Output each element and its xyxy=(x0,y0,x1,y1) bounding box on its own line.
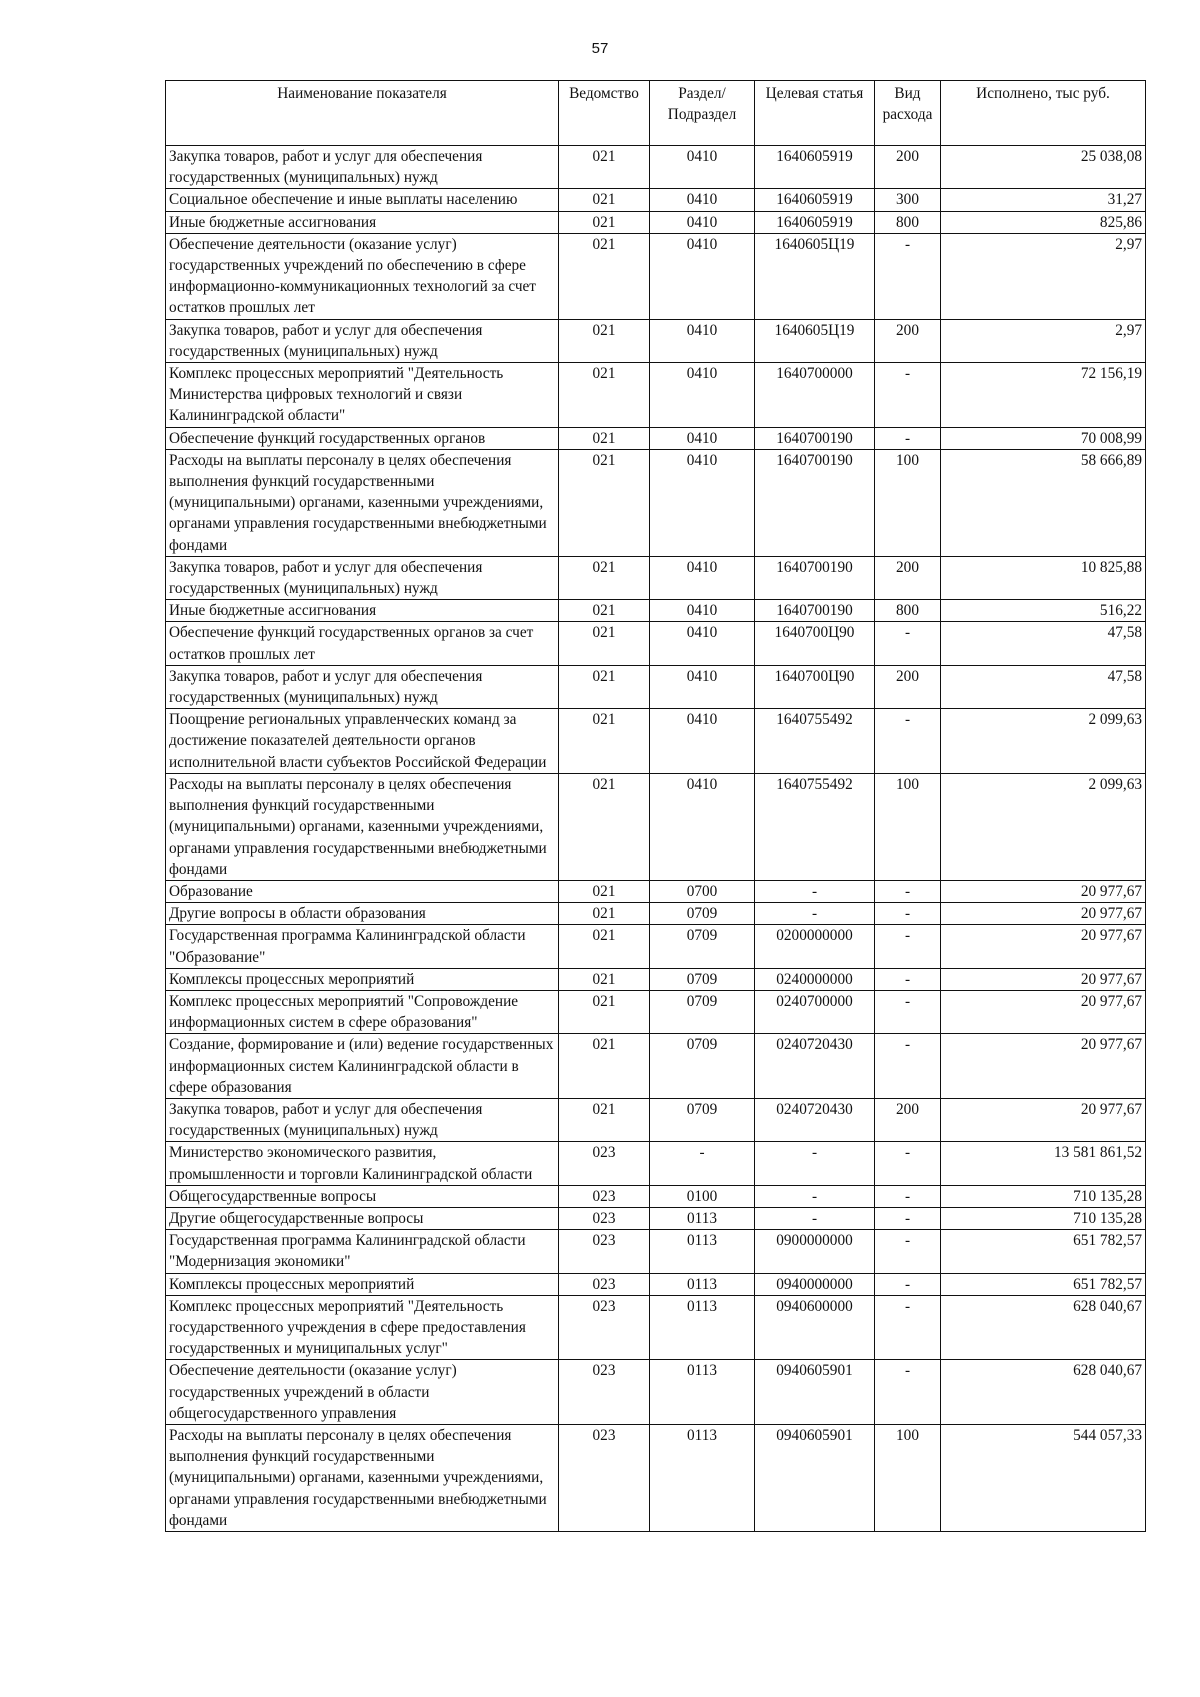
cell-amount: 20 977,67 xyxy=(941,1098,1146,1141)
cell-section: 0709 xyxy=(650,903,755,925)
cell-name: Комплекс процессных мероприятий "Деятельность Министерства цифровых технологий и связи Калининградской области" xyxy=(166,363,559,428)
cell-amount: 47,58 xyxy=(941,665,1146,708)
header-target: Целевая статья xyxy=(755,81,875,146)
cell-target: 0940600000 xyxy=(755,1295,875,1360)
cell-target: - xyxy=(755,903,875,925)
cell-section: - xyxy=(650,1142,755,1185)
cell-section: 0709 xyxy=(650,1098,755,1141)
cell-amount: 20 977,67 xyxy=(941,990,1146,1033)
cell-type: - xyxy=(875,1230,941,1273)
cell-name: Министерство экономического развития, промышленности и торговли Калининградской области xyxy=(166,1142,559,1185)
header-dept: Ведомство xyxy=(559,81,650,146)
cell-amount: 72 156,19 xyxy=(941,363,1146,428)
cell-name: Закупка товаров, работ и услуг для обеспечения государственных (муниципальных) нужд xyxy=(166,319,559,362)
cell-type: 200 xyxy=(875,665,941,708)
cell-name: Закупка товаров, работ и услуг для обеспечения государственных (муниципальных) нужд xyxy=(166,556,559,599)
header-type-line1: Вид xyxy=(894,85,921,102)
table-row xyxy=(166,880,1146,902)
cell-dept: 021 xyxy=(559,211,650,233)
cell-name: Комплекс процессных мероприятий "Деятельность государственного учреждения в сфере предоставления государственных и муниципальных услуг" xyxy=(166,1295,559,1360)
cell-name: Комплексы процессных мероприятий xyxy=(166,968,559,990)
cell-dept: 023 xyxy=(559,1185,650,1207)
cell-dept: 021 xyxy=(559,968,650,990)
cell-dept: 021 xyxy=(559,146,650,189)
cell-name: Поощрение региональных управленческих команд за достижение показателей деятельности органов исполнительной власти субъектов Российской Федерации xyxy=(166,709,559,774)
header-name: Наименование показателя xyxy=(166,81,559,146)
header-section-line1: Раздел/ xyxy=(678,85,726,102)
cell-type: 100 xyxy=(875,449,941,556)
cell-amount: 825,86 xyxy=(941,211,1146,233)
cell-amount: 20 977,67 xyxy=(941,968,1146,990)
table-row xyxy=(166,903,1146,925)
cell-amount: 651 782,57 xyxy=(941,1230,1146,1273)
cell-dept: 021 xyxy=(559,903,650,925)
cell-section: 0410 xyxy=(650,665,755,708)
cell-section: 0410 xyxy=(650,319,755,362)
cell-target: - xyxy=(755,880,875,902)
table-row xyxy=(166,1142,1146,1185)
header-section-line2: Подраздел xyxy=(667,106,737,124)
cell-dept: 021 xyxy=(559,189,650,211)
cell-type: 200 xyxy=(875,319,941,362)
cell-type: - xyxy=(875,622,941,665)
cell-amount: 544 057,33 xyxy=(941,1424,1146,1531)
cell-section: 0113 xyxy=(650,1360,755,1425)
table-row xyxy=(166,319,1146,362)
cell-section: 0100 xyxy=(650,1185,755,1207)
cell-type: - xyxy=(875,1034,941,1099)
cell-name: Государственная программа Калининградской области "Образование" xyxy=(166,925,559,968)
cell-type: 200 xyxy=(875,146,941,189)
cell-amount: 2,97 xyxy=(941,233,1146,319)
cell-dept: 023 xyxy=(559,1360,650,1425)
cell-target: 1640605919 xyxy=(755,146,875,189)
header-amount: Исполнено, тыс руб. xyxy=(941,81,1146,146)
cell-type: - xyxy=(875,1185,941,1207)
cell-section: 0113 xyxy=(650,1424,755,1531)
cell-amount: 516,22 xyxy=(941,600,1146,622)
cell-section: 0410 xyxy=(650,363,755,428)
table-row xyxy=(166,427,1146,449)
cell-type: - xyxy=(875,990,941,1033)
cell-name: Обеспечение функций государственных органов за счет остатков прошлых лет xyxy=(166,622,559,665)
cell-target: 1640700000 xyxy=(755,363,875,428)
table-header-row xyxy=(166,81,1146,146)
cell-dept: 021 xyxy=(559,319,650,362)
cell-amount: 58 666,89 xyxy=(941,449,1146,556)
header-type-line2: расхода xyxy=(882,106,933,124)
cell-amount: 2,97 xyxy=(941,319,1146,362)
cell-name: Закупка товаров, работ и услуг для обеспечения государственных (муниципальных) нужд xyxy=(166,146,559,189)
cell-dept: 023 xyxy=(559,1295,650,1360)
cell-type: - xyxy=(875,1207,941,1229)
cell-type: - xyxy=(875,1142,941,1185)
cell-amount: 10 825,88 xyxy=(941,556,1146,599)
cell-name: Обеспечение деятельности (оказание услуг) государственных учреждений в области общегосударственного управления xyxy=(166,1360,559,1425)
cell-type: - xyxy=(875,903,941,925)
table-row xyxy=(166,622,1146,665)
cell-target: 1640605Ц19 xyxy=(755,319,875,362)
cell-dept: 021 xyxy=(559,990,650,1033)
cell-type: 100 xyxy=(875,773,941,880)
table-row xyxy=(166,449,1146,556)
cell-type: - xyxy=(875,233,941,319)
cell-name: Иные бюджетные ассигнования xyxy=(166,211,559,233)
cell-target: 1640700190 xyxy=(755,600,875,622)
cell-target: 1640605919 xyxy=(755,211,875,233)
cell-amount: 20 977,67 xyxy=(941,880,1146,902)
cell-amount: 628 040,67 xyxy=(941,1295,1146,1360)
cell-type: 200 xyxy=(875,1098,941,1141)
header-section xyxy=(650,81,755,146)
cell-name: Обеспечение деятельности (оказание услуг) государственных учреждений по обеспечению в сфере информационно-коммуникационных технологий за счет остатков прошлых лет xyxy=(166,233,559,319)
cell-dept: 021 xyxy=(559,600,650,622)
cell-section: 0709 xyxy=(650,990,755,1033)
cell-dept: 023 xyxy=(559,1142,650,1185)
cell-amount: 651 782,57 xyxy=(941,1273,1146,1295)
cell-dept: 021 xyxy=(559,556,650,599)
table-row xyxy=(166,1230,1146,1273)
cell-target: 1640700190 xyxy=(755,427,875,449)
table-row xyxy=(166,189,1146,211)
table-row xyxy=(166,556,1146,599)
cell-amount: 628 040,67 xyxy=(941,1360,1146,1425)
cell-type: - xyxy=(875,709,941,774)
cell-section: 0410 xyxy=(650,622,755,665)
cell-dept: 021 xyxy=(559,665,650,708)
cell-amount: 13 581 861,52 xyxy=(941,1142,1146,1185)
cell-section: 0113 xyxy=(650,1207,755,1229)
cell-type: - xyxy=(875,427,941,449)
cell-name: Образование xyxy=(166,880,559,902)
cell-dept: 021 xyxy=(559,880,650,902)
table-row xyxy=(166,1360,1146,1425)
cell-amount: 25 038,08 xyxy=(941,146,1146,189)
cell-amount: 710 135,28 xyxy=(941,1207,1146,1229)
cell-target: 0200000000 xyxy=(755,925,875,968)
cell-target: 1640700Ц90 xyxy=(755,665,875,708)
table-body xyxy=(166,146,1146,1532)
cell-target: 0240720430 xyxy=(755,1098,875,1141)
cell-amount: 710 135,28 xyxy=(941,1185,1146,1207)
cell-dept: 021 xyxy=(559,427,650,449)
table-row xyxy=(166,1207,1146,1229)
cell-type: - xyxy=(875,1360,941,1425)
cell-dept: 021 xyxy=(559,622,650,665)
table-row xyxy=(166,146,1146,189)
cell-amount: 2 099,63 xyxy=(941,709,1146,774)
cell-name: Иные бюджетные ассигнования xyxy=(166,600,559,622)
cell-type: - xyxy=(875,363,941,428)
table-row xyxy=(166,990,1146,1033)
table-row xyxy=(166,211,1146,233)
header-type xyxy=(875,81,941,146)
cell-section: 0410 xyxy=(650,233,755,319)
cell-type: - xyxy=(875,1295,941,1360)
cell-section: 0410 xyxy=(650,556,755,599)
cell-amount: 20 977,67 xyxy=(941,925,1146,968)
table-row xyxy=(166,773,1146,880)
cell-dept: 023 xyxy=(559,1230,650,1273)
cell-target: 1640605Ц19 xyxy=(755,233,875,319)
cell-name: Создание, формирование и (или) ведение государственных информационных систем Калининградской области в сфере образования xyxy=(166,1034,559,1099)
cell-name: Расходы на выплаты персоналу в целях обеспечения выполнения функций государственными (муниципальными) органами, казенными учреждениями, органами управления государственными внебюджетными фондами xyxy=(166,449,559,556)
cell-target: 0900000000 xyxy=(755,1230,875,1273)
cell-name: Другие общегосударственные вопросы xyxy=(166,1207,559,1229)
cell-section: 0709 xyxy=(650,1034,755,1099)
cell-section: 0410 xyxy=(650,600,755,622)
table-row xyxy=(166,1295,1146,1360)
table-row xyxy=(166,363,1146,428)
cell-dept: 021 xyxy=(559,773,650,880)
cell-target: - xyxy=(755,1142,875,1185)
table-row xyxy=(166,925,1146,968)
cell-target: 0940605901 xyxy=(755,1424,875,1531)
cell-section: 0709 xyxy=(650,968,755,990)
cell-amount: 20 977,67 xyxy=(941,903,1146,925)
cell-section: 0113 xyxy=(650,1273,755,1295)
cell-section: 0410 xyxy=(650,427,755,449)
page-number: 57 xyxy=(591,40,609,57)
cell-name: Расходы на выплаты персоналу в целях обеспечения выполнения функций государственными (муниципальными) органами, казенными учреждениями, органами управления государственными внебюджетными фондами xyxy=(166,773,559,880)
cell-amount: 31,27 xyxy=(941,189,1146,211)
cell-section: 0113 xyxy=(650,1295,755,1360)
cell-section: 0410 xyxy=(650,773,755,880)
cell-amount: 47,58 xyxy=(941,622,1146,665)
cell-name: Закупка товаров, работ и услуг для обеспечения государственных (муниципальных) нужд xyxy=(166,1098,559,1141)
cell-target: 0940605901 xyxy=(755,1360,875,1425)
cell-dept: 021 xyxy=(559,1098,650,1141)
cell-dept: 021 xyxy=(559,449,650,556)
cell-name: Обеспечение функций государственных органов xyxy=(166,427,559,449)
cell-type: 100 xyxy=(875,1424,941,1531)
cell-target: 1640605919 xyxy=(755,189,875,211)
table-row xyxy=(166,233,1146,319)
cell-type: 200 xyxy=(875,556,941,599)
budget-execution-table xyxy=(165,80,1146,1532)
cell-target: 0240000000 xyxy=(755,968,875,990)
cell-name: Социальное обеспечение и иные выплаты населению xyxy=(166,189,559,211)
cell-amount: 20 977,67 xyxy=(941,1034,1146,1099)
cell-type: 800 xyxy=(875,211,941,233)
table-row xyxy=(166,968,1146,990)
cell-target: - xyxy=(755,1207,875,1229)
cell-type: - xyxy=(875,880,941,902)
cell-type: 300 xyxy=(875,189,941,211)
table-row xyxy=(166,709,1146,774)
cell-amount: 2 099,63 xyxy=(941,773,1146,880)
cell-section: 0410 xyxy=(650,211,755,233)
cell-section: 0700 xyxy=(650,880,755,902)
cell-name: Комплексы процессных мероприятий xyxy=(166,1273,559,1295)
cell-section: 0410 xyxy=(650,449,755,556)
cell-dept: 021 xyxy=(559,709,650,774)
cell-section: 0410 xyxy=(650,146,755,189)
cell-name: Закупка товаров, работ и услуг для обеспечения государственных (муниципальных) нужд xyxy=(166,665,559,708)
table-row xyxy=(166,600,1146,622)
cell-name: Государственная программа Калининградской области "Модернизация экономики" xyxy=(166,1230,559,1273)
cell-type: 800 xyxy=(875,600,941,622)
cell-type: - xyxy=(875,968,941,990)
cell-section: 0410 xyxy=(650,709,755,774)
cell-target: 0940000000 xyxy=(755,1273,875,1295)
cell-dept: 023 xyxy=(559,1424,650,1531)
cell-dept: 023 xyxy=(559,1273,650,1295)
cell-section: 0410 xyxy=(650,189,755,211)
cell-section: 0709 xyxy=(650,925,755,968)
cell-name: Другие вопросы в области образования xyxy=(166,903,559,925)
cell-dept: 021 xyxy=(559,925,650,968)
cell-target: 1640700Ц90 xyxy=(755,622,875,665)
cell-target: 1640755492 xyxy=(755,773,875,880)
cell-type: - xyxy=(875,925,941,968)
table-row xyxy=(166,1034,1146,1099)
cell-dept: 021 xyxy=(559,363,650,428)
cell-target: 1640700190 xyxy=(755,556,875,599)
cell-amount: 70 008,99 xyxy=(941,427,1146,449)
cell-target: 0240720430 xyxy=(755,1034,875,1099)
cell-name: Расходы на выплаты персоналу в целях обеспечения выполнения функций государственными (муниципальными) органами, казенными учреждениями, органами управления государственными внебюджетными фондами xyxy=(166,1424,559,1531)
cell-type: - xyxy=(875,1273,941,1295)
cell-dept: 023 xyxy=(559,1207,650,1229)
cell-name: Комплекс процессных мероприятий "Сопровождение информационных систем в сфере образования" xyxy=(166,990,559,1033)
cell-name: Общегосударственные вопросы xyxy=(166,1185,559,1207)
cell-dept: 021 xyxy=(559,233,650,319)
cell-target: 1640700190 xyxy=(755,449,875,556)
cell-section: 0113 xyxy=(650,1230,755,1273)
cell-target: 1640755492 xyxy=(755,709,875,774)
table-row xyxy=(166,1185,1146,1207)
cell-dept: 021 xyxy=(559,1034,650,1099)
table-row xyxy=(166,1273,1146,1295)
cell-target: 0240700000 xyxy=(755,990,875,1033)
cell-target: - xyxy=(755,1185,875,1207)
table-row xyxy=(166,1098,1146,1141)
table-row xyxy=(166,665,1146,708)
table-row xyxy=(166,1424,1146,1531)
